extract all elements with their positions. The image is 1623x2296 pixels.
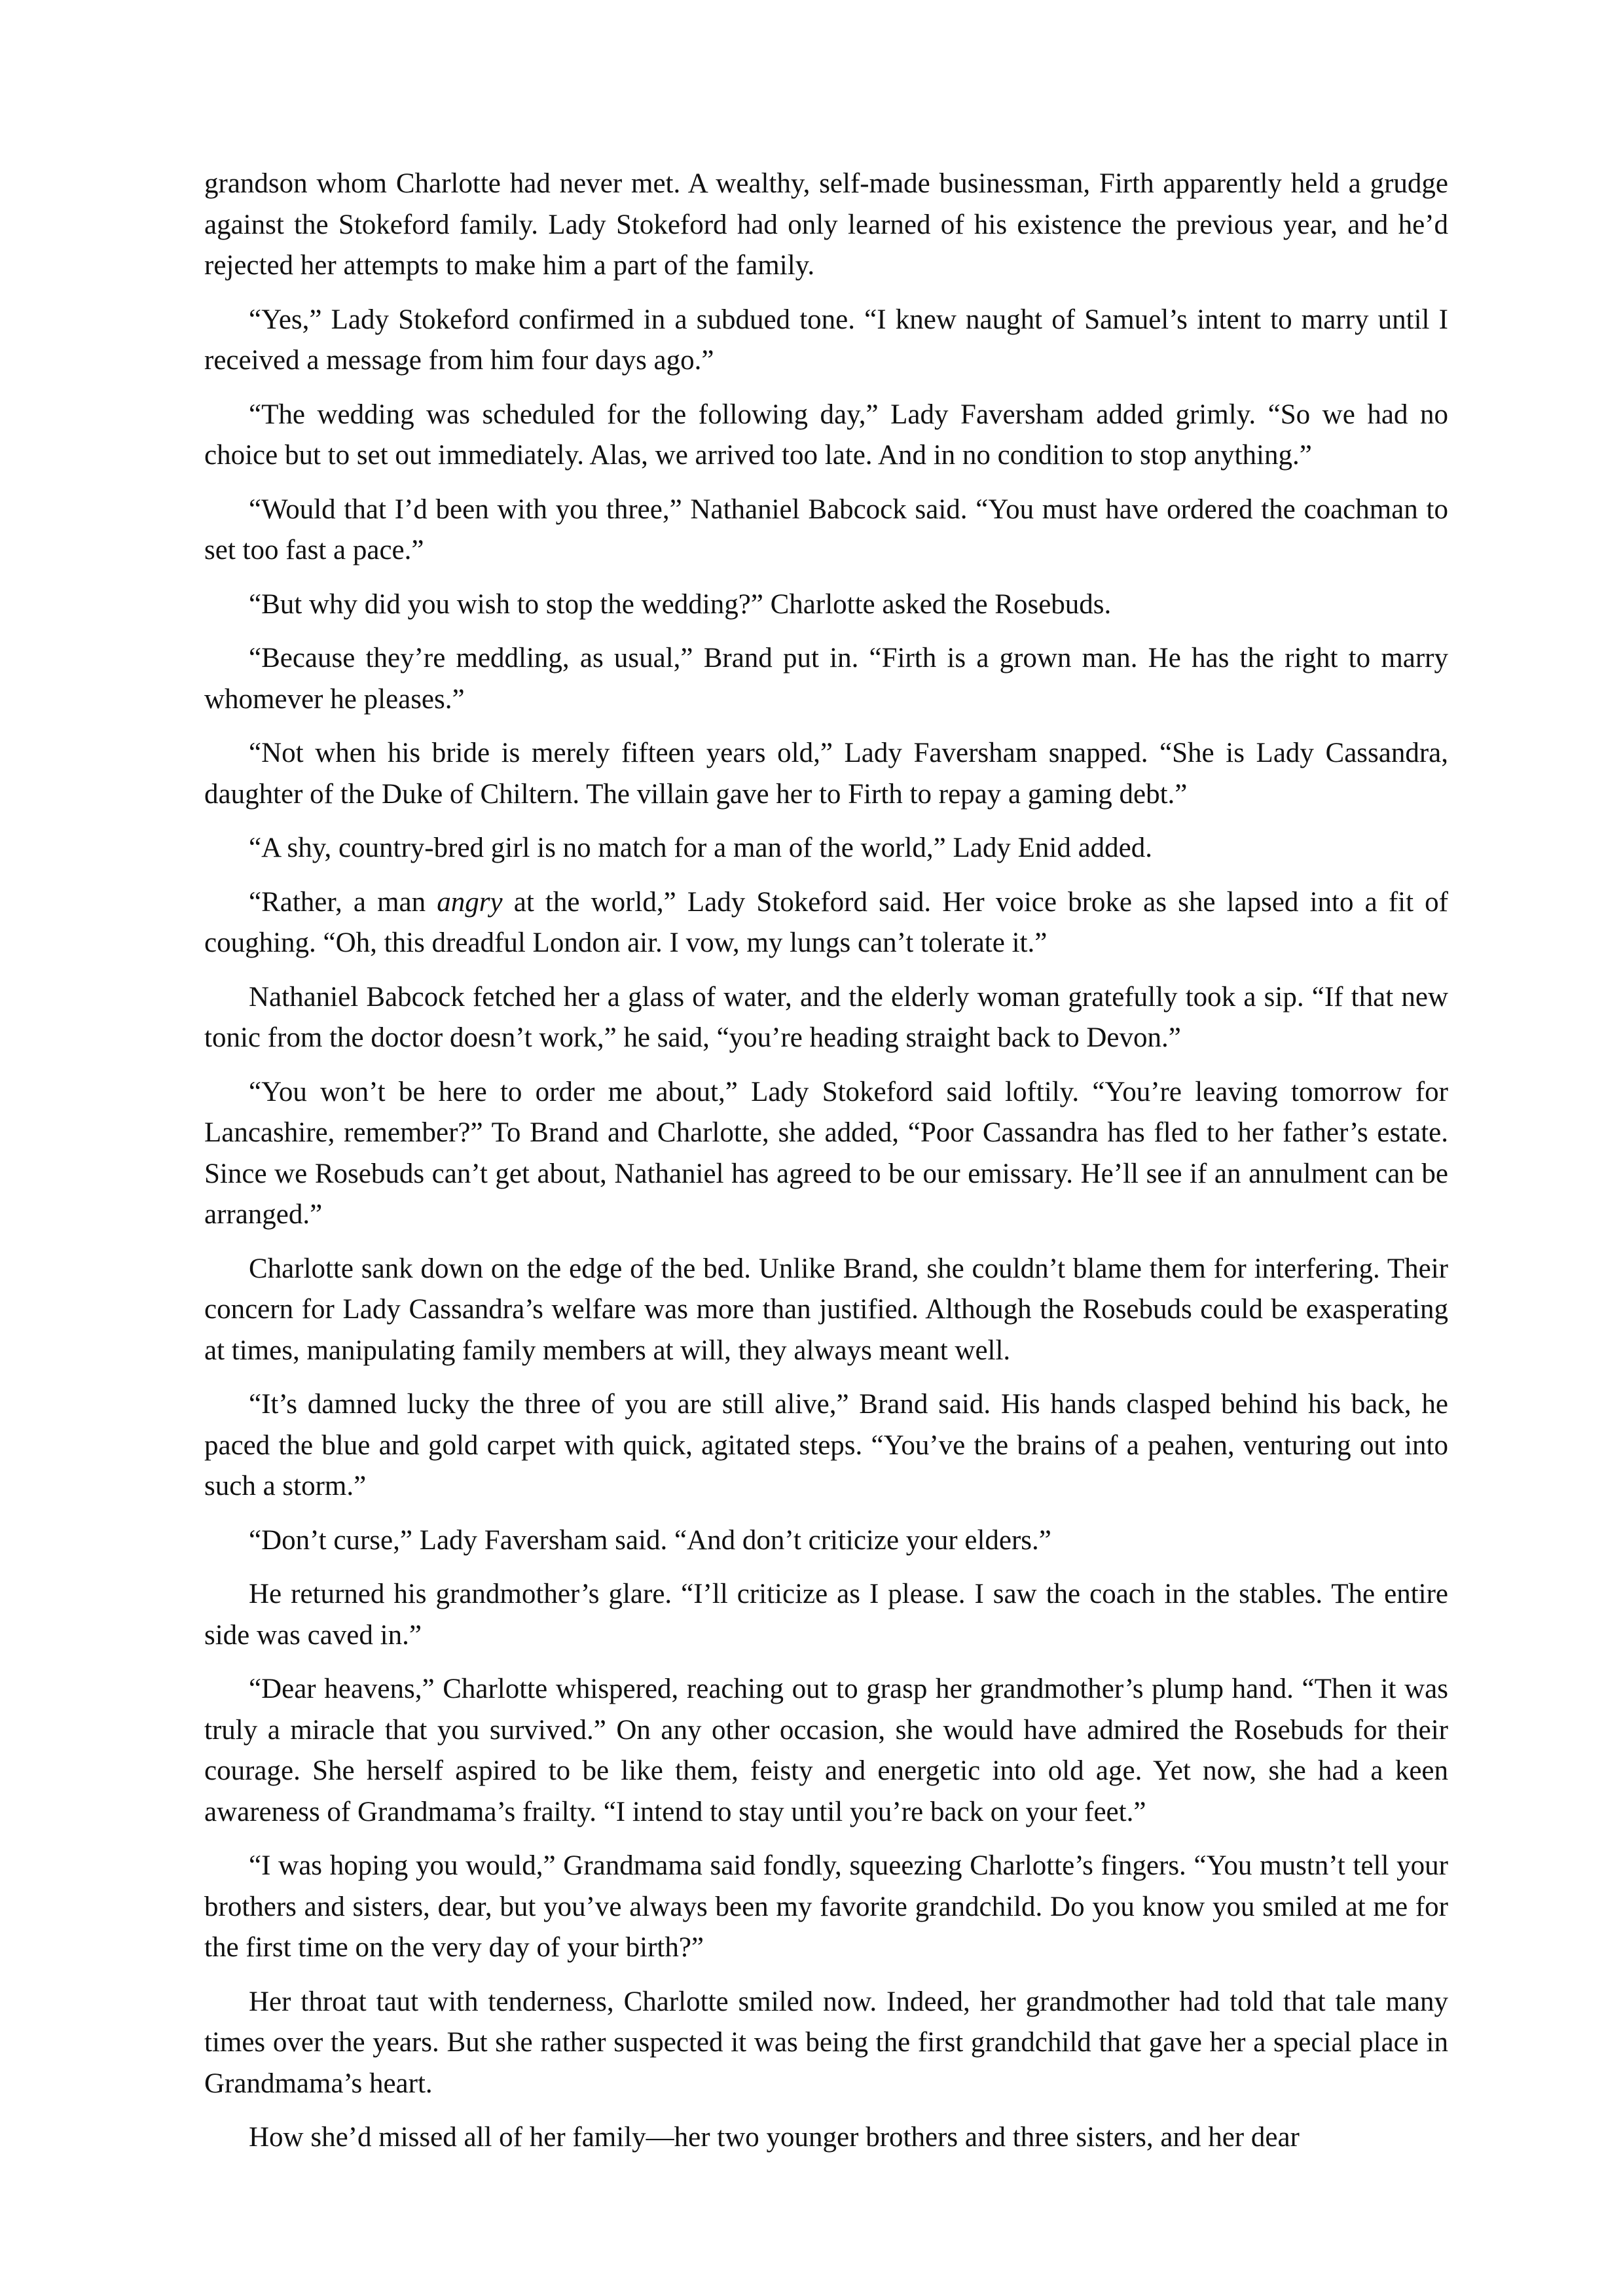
paragraph-9-text-before: “Rather, a man <box>249 886 437 918</box>
paragraph-1: grandson whom Charlotte had never met. A wealthy, self-made businessman, Firth apparently held a grudge against the Stokeford family. Lady Stokeford had only learned of his existence the previous year, and he’d rejected her attempts to make him a part of the family. <box>204 168 1448 281</box>
paragraph-18: Her throat taut with tenderness, Charlotte smiled now. Indeed, her grandmother had told that tale many times over the years. But she rather suspected it was being the first grandchild that gave her a special place in Grandmama’s heart. <box>204 1986 1448 2099</box>
paragraph-10: Nathaniel Babcock fetched her a glass of water, and the elderly woman gratefully took a sip. “If that new tonic from the doctor doesn’t work,” he said, “you’re heading straight back to Devon.” <box>204 981 1448 1053</box>
paragraph-15: He returned his grandmother’s glare. “I’ll criticize as I please. I saw the coach in the stables. The entire side was caved in.” <box>204 1579 1448 1651</box>
paragraph-14: “Don’t curse,” Lady Faversham said. “And don’t criticize your elders.” <box>249 1524 1051 1556</box>
paragraph-13: “It’s damned lucky the three of you are still alive,” Brand said. His hands clasped behind his back, he paced the blue and gold carpet with quick, agitated steps. “You’ve the brains of a peahen, venturing out into such a storm.” <box>204 1389 1448 1501</box>
paragraph-11: “You won’t be here to order me about,” Lady Stokeford said loftily. “You’re leaving tomorrow for Lancashire, remember?” To Brand and Charlotte, she added, “Poor Cassandra has fled to her father’s estate. Since we Rosebuds can’t get about, Nathaniel has agreed to be our emissary. He’ll see if an annulment can be arranged.” <box>204 1076 1448 1230</box>
paragraph-16: “Dear heavens,” Charlotte whispered, reaching out to grasp her grandmother’s plump hand. “Then it was truly a miracle that you survived.” On any other occasion, she would have admired the Rosebuds for their courage. She herself aspired to be like them, feisty and energetic into old age. Yet now, she had a keen awareness of Grandmama’s frailty. “I intend to stay until you’re back on your feet.” <box>204 1674 1448 1827</box>
paragraph-8: “A shy, country-bred girl is no match for a man of the world,” Lady Enid added. <box>249 833 1152 863</box>
paragraph-12: Charlotte sank down on the edge of the bed. Unlike Brand, she couldn’t blame them for interfering. Their concern for Lady Cassandra’s welfare was more than justified. Although the Rosebuds could be exasperating at times, manipulating family members at will, they always meant well. <box>204 1253 1448 1366</box>
paragraph-2: “Yes,” Lady Stokeford confirmed in a subdued tone. “I knew naught of Samuel’s intent to marry until I received a message from him four days ago.” <box>204 304 1448 376</box>
paragraph-19: How she’d missed all of her family—her two younger brothers and three sisters, and her dear <box>249 2122 1300 2153</box>
paragraph-5: “But why did you wish to stop the wedding?” Charlotte asked the Rosebuds. <box>249 588 1112 620</box>
document-page <box>204 164 1448 2159</box>
paragraph-3: “The wedding was scheduled for the following day,” Lady Faversham added grimly. “So we had no choice but to set out immediately. Alas, we arrived too late. And in no condition to stop anything.” <box>204 399 1448 471</box>
paragraph-4: “Would that I’d been with you three,” Nathaniel Babcock said. “You must have ordered the coachman to set too fast a pace.” <box>204 493 1448 565</box>
paragraph-9 <box>204 882 1448 964</box>
paragraph-17: “I was hoping you would,” Grandmama said fondly, squeezing Charlotte’s fingers. “You mustn’t tell your brothers and sisters, dear, but you’ve always been my favorite grandchild. Do you know you smiled at me for the first time on the very day of your birth?” <box>204 1850 1448 1963</box>
paragraph-9-text-after: at the world,” Lady Stokeford said. Her voice broke as she lapsed into a fit of coughing. “Oh, this dreadful London air. I vow, my lungs can’t tolerate it.” <box>204 886 1449 958</box>
paragraph-6: “Because they’re meddling, as usual,” Brand put in. “Firth is a grown man. He has the right to marry whomever he pleases.” <box>204 643 1448 715</box>
paragraph-9-emphasis: angry <box>437 886 503 918</box>
paragraph-7: “Not when his bride is merely fifteen years old,” Lady Faversham snapped. “She is Lady Cassandra, daughter of the Duke of Chiltern. The villain gave her to Firth to repay a gaming debt.” <box>204 738 1448 810</box>
